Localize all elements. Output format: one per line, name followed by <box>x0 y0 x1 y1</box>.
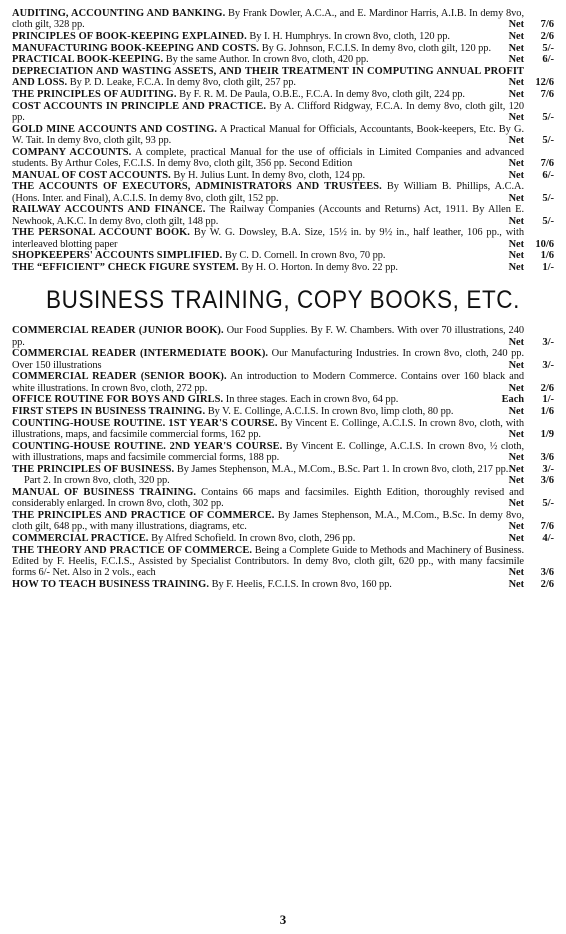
price: 5/- <box>542 498 554 510</box>
net-label: Net <box>508 567 524 579</box>
net-label: Net <box>508 382 524 394</box>
net-label: Net <box>508 215 524 227</box>
entry-body <box>12 124 524 147</box>
entry-title: SHOPKEEPERS' ACCOUNTS SIMPLIFIED. <box>12 250 223 262</box>
net-label: Net <box>508 498 524 510</box>
net-label: Net <box>508 42 524 54</box>
entry-description: A Practical Manual for Officials, Accountants, Book-keepers, Etc. By G. W. Tait. In demy 8vo, cloth gilt, 93 pp. <box>12 123 525 146</box>
catalogue-entry <box>12 533 554 544</box>
entry-description: Our Food Supplies. By F. W. Chambers. With over 70 illustrations, 240 pp. <box>12 325 524 348</box>
entry-body <box>12 371 524 394</box>
entry-description: By C. D. Cornell. In crown 8vo, 70 pp. <box>222 250 386 262</box>
entry-title: THE ACCOUNTS OF EXECUTORS, ADMINISTRATORS AND TRUSTEES. <box>12 181 382 193</box>
entry-body <box>12 406 524 417</box>
price: 5/- <box>542 42 554 54</box>
entry-description: By I. H. Humphrys. In crown 8vo, cloth, 120 pp. <box>246 30 450 42</box>
net-label: Net <box>508 30 524 42</box>
entry-body <box>12 348 524 371</box>
entry-body <box>12 43 524 54</box>
catalogue-entry <box>12 170 554 181</box>
entry-title: COMMERCIAL READER (JUNIOR BOOK). <box>12 325 224 337</box>
net-label: Each <box>501 394 524 406</box>
entry-description: By H. O. Horton. In demy 8vo. 22 pp. <box>238 262 398 273</box>
entry-title: FIRST STEPS IN BUSINESS TRAINING. <box>12 405 206 417</box>
entry-description: The Railway Companies (Accounts and Returns) Act, 1911. By Allen E. Newhook, A.K.C. In demy 8vo, cloth gilt, 148 pp. <box>12 204 524 227</box>
entry-body <box>12 181 524 204</box>
entry-body <box>12 262 524 273</box>
entry-body <box>12 250 524 261</box>
catalogue-entry <box>12 89 554 100</box>
catalogue-entry <box>12 394 554 405</box>
net-label: Net <box>508 192 524 204</box>
entry-body <box>12 66 524 89</box>
entry-description: By Frank Dowler, A.C.A., and E. Mardinor Harris, A.I.B. In demy 8vo, cloth gilt, 328 pp. <box>12 8 524 31</box>
entry-title: MANUAL OF COST ACCOUNTS. <box>12 169 171 181</box>
net-label: Net <box>508 532 524 544</box>
net-label: Net <box>508 77 524 89</box>
net-label: Net <box>508 89 524 101</box>
entry-body <box>12 325 524 348</box>
price: 1/- <box>542 262 554 273</box>
catalogue-entry <box>12 545 554 579</box>
entry-title: MANUFACTURING BOOK-KEEPING AND COSTS. <box>12 42 260 54</box>
entry-description: In three stages. Each in crown 8vo, 64 pp. <box>223 394 399 406</box>
entry-body <box>12 394 524 405</box>
entry-title: THE PRINCIPLES AND PRACTICE OF COMMERCE. <box>12 509 275 521</box>
entry-body <box>12 31 524 42</box>
net-label: Net <box>508 238 524 250</box>
net-label: Net <box>508 157 524 169</box>
entry-body <box>12 579 524 590</box>
entry-body <box>12 227 524 250</box>
price: 2/6 <box>540 578 554 590</box>
entry-title: COUNTING-HOUSE ROUTINE. 1ST YEAR'S COURSE. <box>12 417 278 429</box>
net-label: Net <box>508 169 524 181</box>
entry-title: THE PRINCIPLES OF BUSINESS. <box>12 463 175 475</box>
entry-title: THE THEORY AND PRACTICE OF COMMERCE. <box>12 544 253 556</box>
entry-description: By William B. Phillips, A.C.A. (Hons. Inter. and Final), A.C.I.S. In demy 8vo, cloth gilt, 152 pp. <box>12 181 525 204</box>
price: 3/- <box>542 359 554 371</box>
price: 3/- <box>542 463 554 475</box>
entry-title: RAILWAY ACCOUNTS AND FINANCE. <box>12 204 206 216</box>
price: 5/- <box>542 192 554 204</box>
catalogue-entry <box>12 227 554 250</box>
entry-title: THE PRINCIPLES OF AUDITING. <box>12 89 177 101</box>
catalogue-entry <box>12 441 554 464</box>
entry-body <box>12 204 524 227</box>
entry-body <box>12 89 524 100</box>
price: 5/- <box>542 215 554 227</box>
entry-body <box>12 533 524 544</box>
net-label: Net <box>508 451 524 463</box>
entry-description: By the same Author. In crown 8vo, cloth, 420 pp. <box>163 54 369 66</box>
price: 3/6 <box>540 451 554 463</box>
price: 6/- <box>542 169 554 181</box>
net-label: Net <box>508 521 524 533</box>
entry-title: DEPRECIATION AND WASTING ASSETS, AND THEIR TREATMENT IN COMPUTING ANNUAL PROFIT AND LOSS. <box>12 66 524 89</box>
net-label: Net <box>508 135 524 146</box>
net-label: Net <box>508 19 524 31</box>
entry-title: HOW TO TEACH BUSINESS TRAINING. <box>12 578 210 590</box>
entry-title: OFFICE ROUTINE FOR BOYS AND GIRLS. <box>12 394 224 406</box>
section-heading: BUSINESS TRAINING, COPY BOOKS, ETC. <box>45 285 521 314</box>
entry-description: By James Stephenson, M.A., M.Com., B.Sc. Part 1. In crown 8vo, cloth, 217 pp. <box>174 463 509 475</box>
catalogue-entry <box>12 348 554 371</box>
entry-title: COMMERCIAL PRACTICE. <box>12 532 149 544</box>
catalogue-entry <box>12 8 554 31</box>
net-label: Net <box>508 475 524 487</box>
price: 5/- <box>542 112 554 124</box>
price: 12/6 <box>535 77 554 89</box>
net-label: Net <box>508 54 524 66</box>
catalogue-page <box>12 8 554 591</box>
entry-body <box>12 54 524 65</box>
price: 3/- <box>542 336 554 348</box>
entry-body <box>12 101 524 124</box>
entry-description: By V. E. Collinge, A.C.I.S. In crown 8vo, limp cloth, 80 pp. <box>205 405 454 417</box>
entry-description: A complete, practical Manual for the use of officials in Limited Companies and advanced students. By Arthur Coles, F.C.I.S. In demy 8vo, cloth gilt, 356 pp. Second Edition <box>12 146 524 169</box>
entry-title: COUNTING-HOUSE ROUTINE. 2ND YEAR'S COURSE. <box>12 440 283 452</box>
entry-description: Being a Complete Guide to Methods and Machinery of Business. Edited by F. Heelis, F.C.I.S., Assisted by Specialist Contributors. In demy 8vo, cloth gilt, 620 pp., with many facsimile forms 6/- Net. Also in 2 vols., each <box>12 544 524 579</box>
catalogue-entry <box>12 54 554 65</box>
net-label: Net <box>508 359 524 371</box>
catalogue-entry <box>12 66 554 89</box>
entry-title: MANUAL OF BUSINESS TRAINING. <box>12 486 197 498</box>
catalogue-entry <box>12 147 554 170</box>
catalogue-entry <box>12 101 554 124</box>
price: 3/6 <box>540 475 554 487</box>
catalogue-entry <box>12 262 554 273</box>
catalogue-entry <box>12 124 554 147</box>
catalogue-entry <box>12 325 554 348</box>
page-number: 3 <box>279 912 287 927</box>
entry-body <box>12 475 524 486</box>
entry-body <box>12 545 524 579</box>
price: 5/- <box>542 135 554 146</box>
catalogue-entry <box>12 31 554 42</box>
price: 2/6 <box>540 382 554 394</box>
net-label: Net <box>508 262 524 273</box>
net-label: Net <box>508 578 524 590</box>
entry-title: PRINCIPLES OF BOOK-KEEPING EXPLAINED. <box>12 30 247 42</box>
entry-description: By F. Heelis, F.C.I.S. In crown 8vo, 160 pp. <box>209 578 392 590</box>
price: 7/6 <box>540 19 554 31</box>
catalogue-entry <box>12 464 554 475</box>
net-label: Net <box>508 336 524 348</box>
entry-title: COMPANY ACCOUNTS. <box>12 146 132 158</box>
entry-description: By P. D. Leake, F.C.A. In demy 8vo, cloth gilt, 257 pp. <box>67 77 296 89</box>
catalogue-entry <box>12 579 554 590</box>
price: 3/6 <box>540 567 554 579</box>
net-label: Net <box>508 428 524 440</box>
catalogue-entry <box>12 406 554 417</box>
entry-body <box>12 418 524 441</box>
entry-title: PRACTICAL BOOK-KEEPING. <box>12 54 164 66</box>
catalogue-entry <box>12 418 554 441</box>
catalogue-entry <box>12 204 554 227</box>
net-label: Net <box>508 112 524 124</box>
entry-description: An introduction to Modern Commerce. Contains over 160 black and white illustrations. In crown 8vo, cloth, 272 pp. <box>12 371 525 394</box>
price: 6/- <box>542 54 554 66</box>
entry-title: GOLD MINE ACCOUNTS AND COSTING. <box>12 123 218 135</box>
entry-body <box>12 464 524 475</box>
entry-title: AUDITING, ACCOUNTING AND BANKING. <box>12 8 226 19</box>
entry-description: By Vincent E. Collinge, A.C.I.S. In crown 8vo, cloth, with illustrations, maps, and facsimile commercial forms, 162 pp. <box>12 417 524 440</box>
entry-title: COMMERCIAL READER (SENIOR BOOK). <box>12 371 227 383</box>
entry-body <box>12 487 524 510</box>
business-training-section <box>12 325 554 590</box>
entry-description: By G. Johnson, F.C.I.S. In demy 8vo, cloth gilt, 120 pp. <box>259 42 491 54</box>
entry-description: By A. Clifford Ridgway, F.C.A. In demy 8vo, cloth gilt, 120 pp. <box>12 100 525 124</box>
entry-title: COMMERCIAL READER (INTERMEDIATE BOOK). <box>12 348 269 360</box>
entry-body <box>12 147 524 170</box>
accounting-section <box>12 8 554 273</box>
price: 1/9 <box>540 428 554 440</box>
entry-body <box>12 441 524 464</box>
entry-description: By Alfred Schofield. In crown 8vo, cloth, 296 pp. <box>148 532 356 544</box>
entry-title: THE “EFFICIENT” CHECK FIGURE SYSTEM. <box>12 262 239 273</box>
price: 10/6 <box>535 238 554 250</box>
price: 1/- <box>542 394 554 406</box>
catalogue-entry-part <box>12 475 554 486</box>
price: 7/6 <box>540 89 554 101</box>
entry-description: By James Stephenson, M.A., M.Com., B.Sc. In demy 8vo, cloth gilt, 648 pp., with many illustrations, diagrams, etc. <box>12 509 525 533</box>
entry-description: By W. G. Dowsley, B.A. Size, 15½ in. by 9½ in., half leather, 106 pp., with interleaved blotting paper <box>12 227 524 250</box>
catalogue-entry <box>12 487 554 510</box>
catalogue-entry <box>12 510 554 533</box>
entry-description: Part 2. In crown 8vo, cloth, 320 pp. <box>24 475 170 487</box>
price: 7/6 <box>540 521 554 533</box>
price: 1/6 <box>540 405 554 417</box>
entry-description: By Vincent E. Collinge, A.C.I.S. In crown 8vo, ½ cloth, with illustrations, maps and facsimile commercial forms, 188 pp. <box>12 440 524 463</box>
catalogue-entry <box>12 181 554 204</box>
price: 7/6 <box>540 157 554 169</box>
entry-body <box>12 170 524 181</box>
net-label: Net <box>508 405 524 417</box>
price: 4/- <box>542 532 554 544</box>
catalogue-entry <box>12 43 554 54</box>
entry-description: By F. R. M. De Paula, O.B.E., F.C.A. In demy 8vo, cloth gilt, 224 pp. <box>176 89 465 101</box>
entry-description: By H. Julius Lunt. In demy 8vo, cloth, 124 pp. <box>170 169 366 181</box>
entry-title: COST ACCOUNTS IN PRINCIPLE AND PRACTICE. <box>12 100 267 112</box>
entry-body <box>12 8 524 31</box>
entry-title: THE PERSONAL ACCOUNT BOOK. <box>12 227 191 239</box>
price: 2/6 <box>540 30 554 42</box>
entry-description: Contains 66 maps and facsimiles. Eighth Edition, thoroughly revised and considerably enlarged. In crown 8vo, cloth, 302 pp. <box>12 486 524 510</box>
catalogue-entry <box>12 250 554 261</box>
price: 1/6 <box>540 250 554 262</box>
catalogue-entry <box>12 371 554 394</box>
net-label: Net <box>508 250 524 262</box>
entry-body <box>12 510 524 533</box>
entry-description: Our Manufacturing Industries. In crown 8vo, cloth, 240 pp. Over 150 illustrations <box>12 348 524 371</box>
net-label: Net <box>508 463 524 475</box>
